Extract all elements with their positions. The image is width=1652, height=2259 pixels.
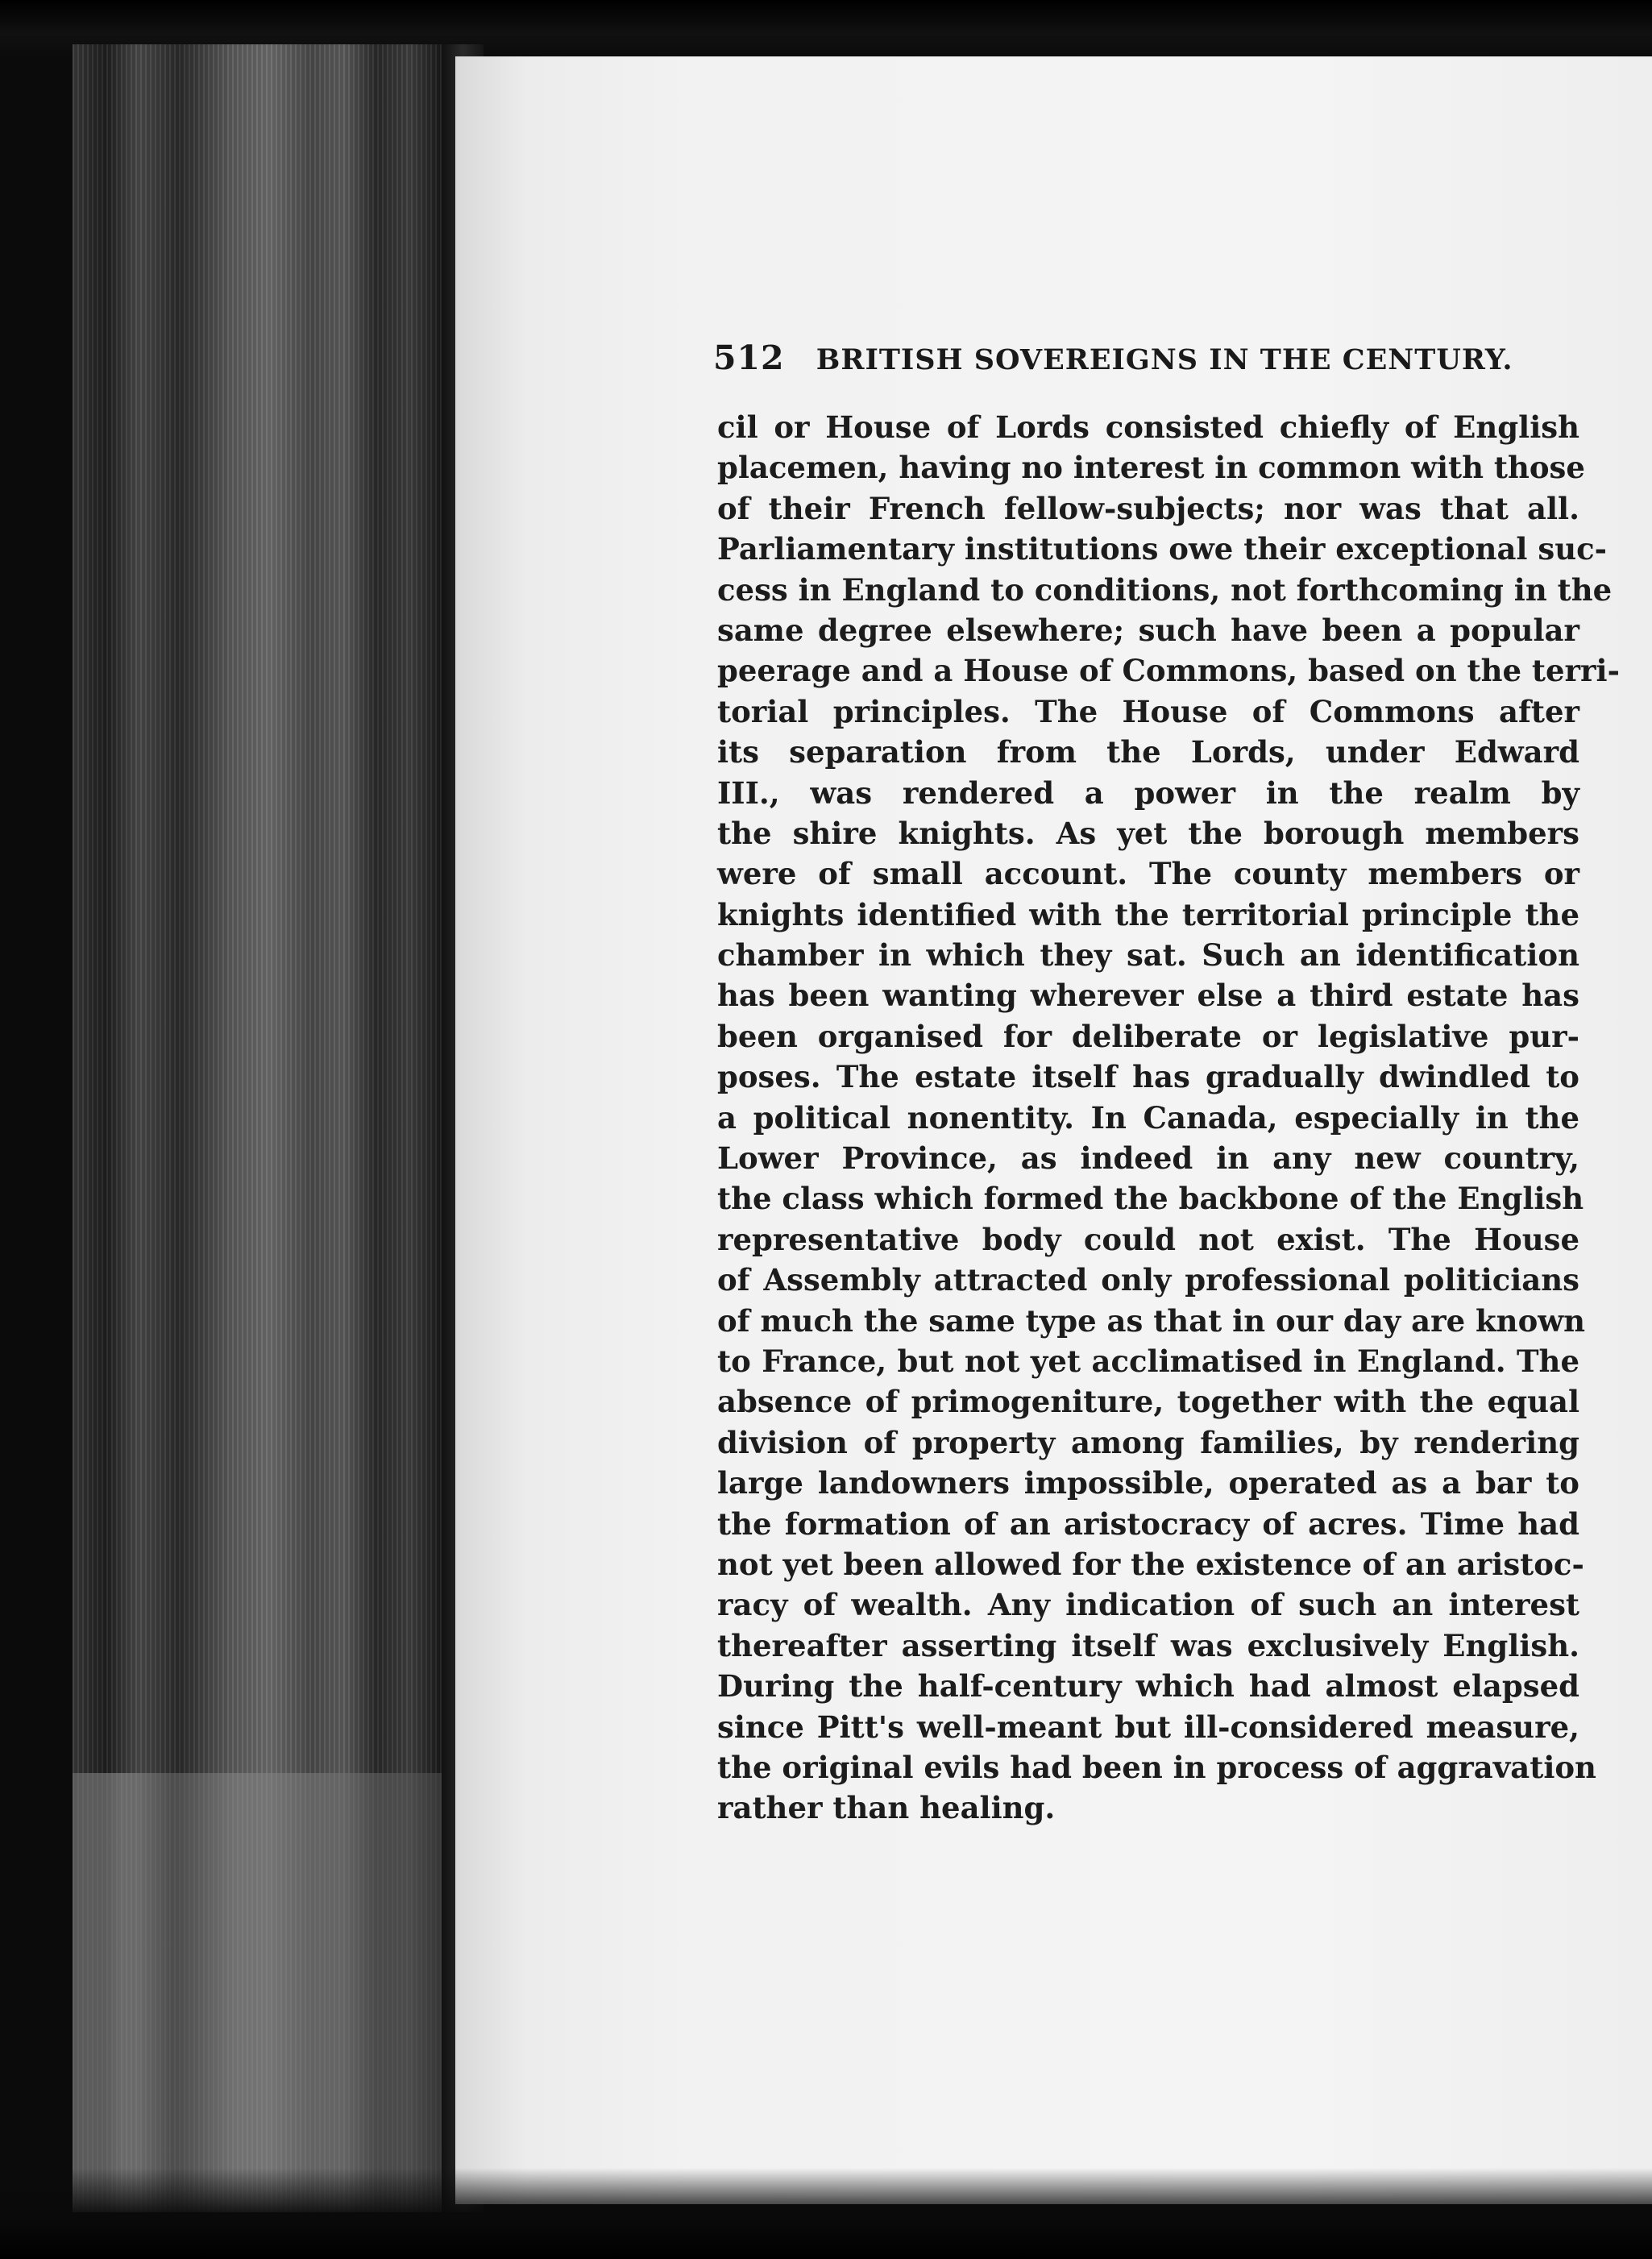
text-line: chamber in which they sat. Such an identification	[717, 937, 1579, 974]
text-line: racy of wealth. Any indication of such an interest	[717, 1587, 1579, 1623]
text-line: were of small account. The county members or	[717, 856, 1579, 892]
text-line: not yet been allowed for the existence of an aristoc-	[717, 1546, 1584, 1582]
running-title: BRITISH SOVEREIGNS IN THE CENTURY.	[816, 343, 1513, 376]
text-line: cess in England to conditions, not forthcoming in the	[717, 571, 1613, 608]
text-line: of much the same type as that in our day are known	[717, 1302, 1586, 1339]
text-line: since Pitt's well-meant but ill-considered measure,	[717, 1709, 1579, 1745]
text-line: rather than healing.	[717, 1790, 1056, 1826]
text-line: representative body could not exist. The House	[717, 1221, 1579, 1257]
text-line: poses. The estate itself has gradually dwindled to	[717, 1059, 1579, 1095]
text-line: peerage and a House of Commons, based on the terri-	[717, 653, 1620, 689]
text-line: Lower Province, as indeed in any new country,	[717, 1140, 1579, 1177]
page-number: 512	[713, 338, 785, 377]
text-line: Parliamentary institutions owe their exceptional suc-	[717, 531, 1607, 567]
text-line: the original evils had been in process of aggravation	[717, 1749, 1596, 1785]
text-line: thereafter asserting itself was exclusively English.	[717, 1627, 1579, 1663]
text-line: the class which formed the backbone of the English	[717, 1181, 1584, 1217]
text-line: division of property among families, by rendering	[717, 1424, 1579, 1460]
text-line: placemen, having no interest in common with those	[717, 450, 1585, 486]
bottom-shadow	[0, 2168, 1652, 2259]
stacked-page-edges-lower	[73, 1773, 484, 2212]
text-line: been organised for deliberate or legislative pur-	[717, 1018, 1579, 1054]
text-line: cil or House of Lords consisted chiefly of English	[717, 409, 1579, 445]
text-line: of Assembly attracted only professional politicians	[717, 1262, 1579, 1298]
text-line: III., was rendered a power in the realm by	[717, 774, 1579, 811]
text-line: absence of primogeniture, together with the equal	[717, 1384, 1579, 1420]
text-line: the shire knights. As yet the borough members	[717, 815, 1579, 851]
body-text	[717, 407, 1620, 1829]
text-line: of their French fellow-subjects; nor was that all.	[717, 490, 1579, 526]
text-line: a political nonentity. In Canada, especially in the	[717, 1099, 1579, 1136]
text-line: large landowners impossible, operated as a bar to	[717, 1465, 1579, 1501]
text-line: same degree elsewhere; such have been a popular	[717, 612, 1579, 648]
running-head	[713, 338, 1567, 377]
text-line: knights identified with the territorial principle the	[717, 896, 1579, 932]
text-line: its separation from the Lords, under Edward	[717, 734, 1579, 770]
text-line: to France, but not yet acclimatised in England. The	[717, 1343, 1579, 1379]
text-line: During the half-century which had almost elapsed	[717, 1668, 1579, 1705]
text-line: torial principles. The House of Commons after	[717, 693, 1579, 729]
text-line: has been wanting wherever else a third estate has	[717, 978, 1579, 1014]
text-line: the formation of an aristocracy of acres. Time had	[717, 1505, 1579, 1542]
